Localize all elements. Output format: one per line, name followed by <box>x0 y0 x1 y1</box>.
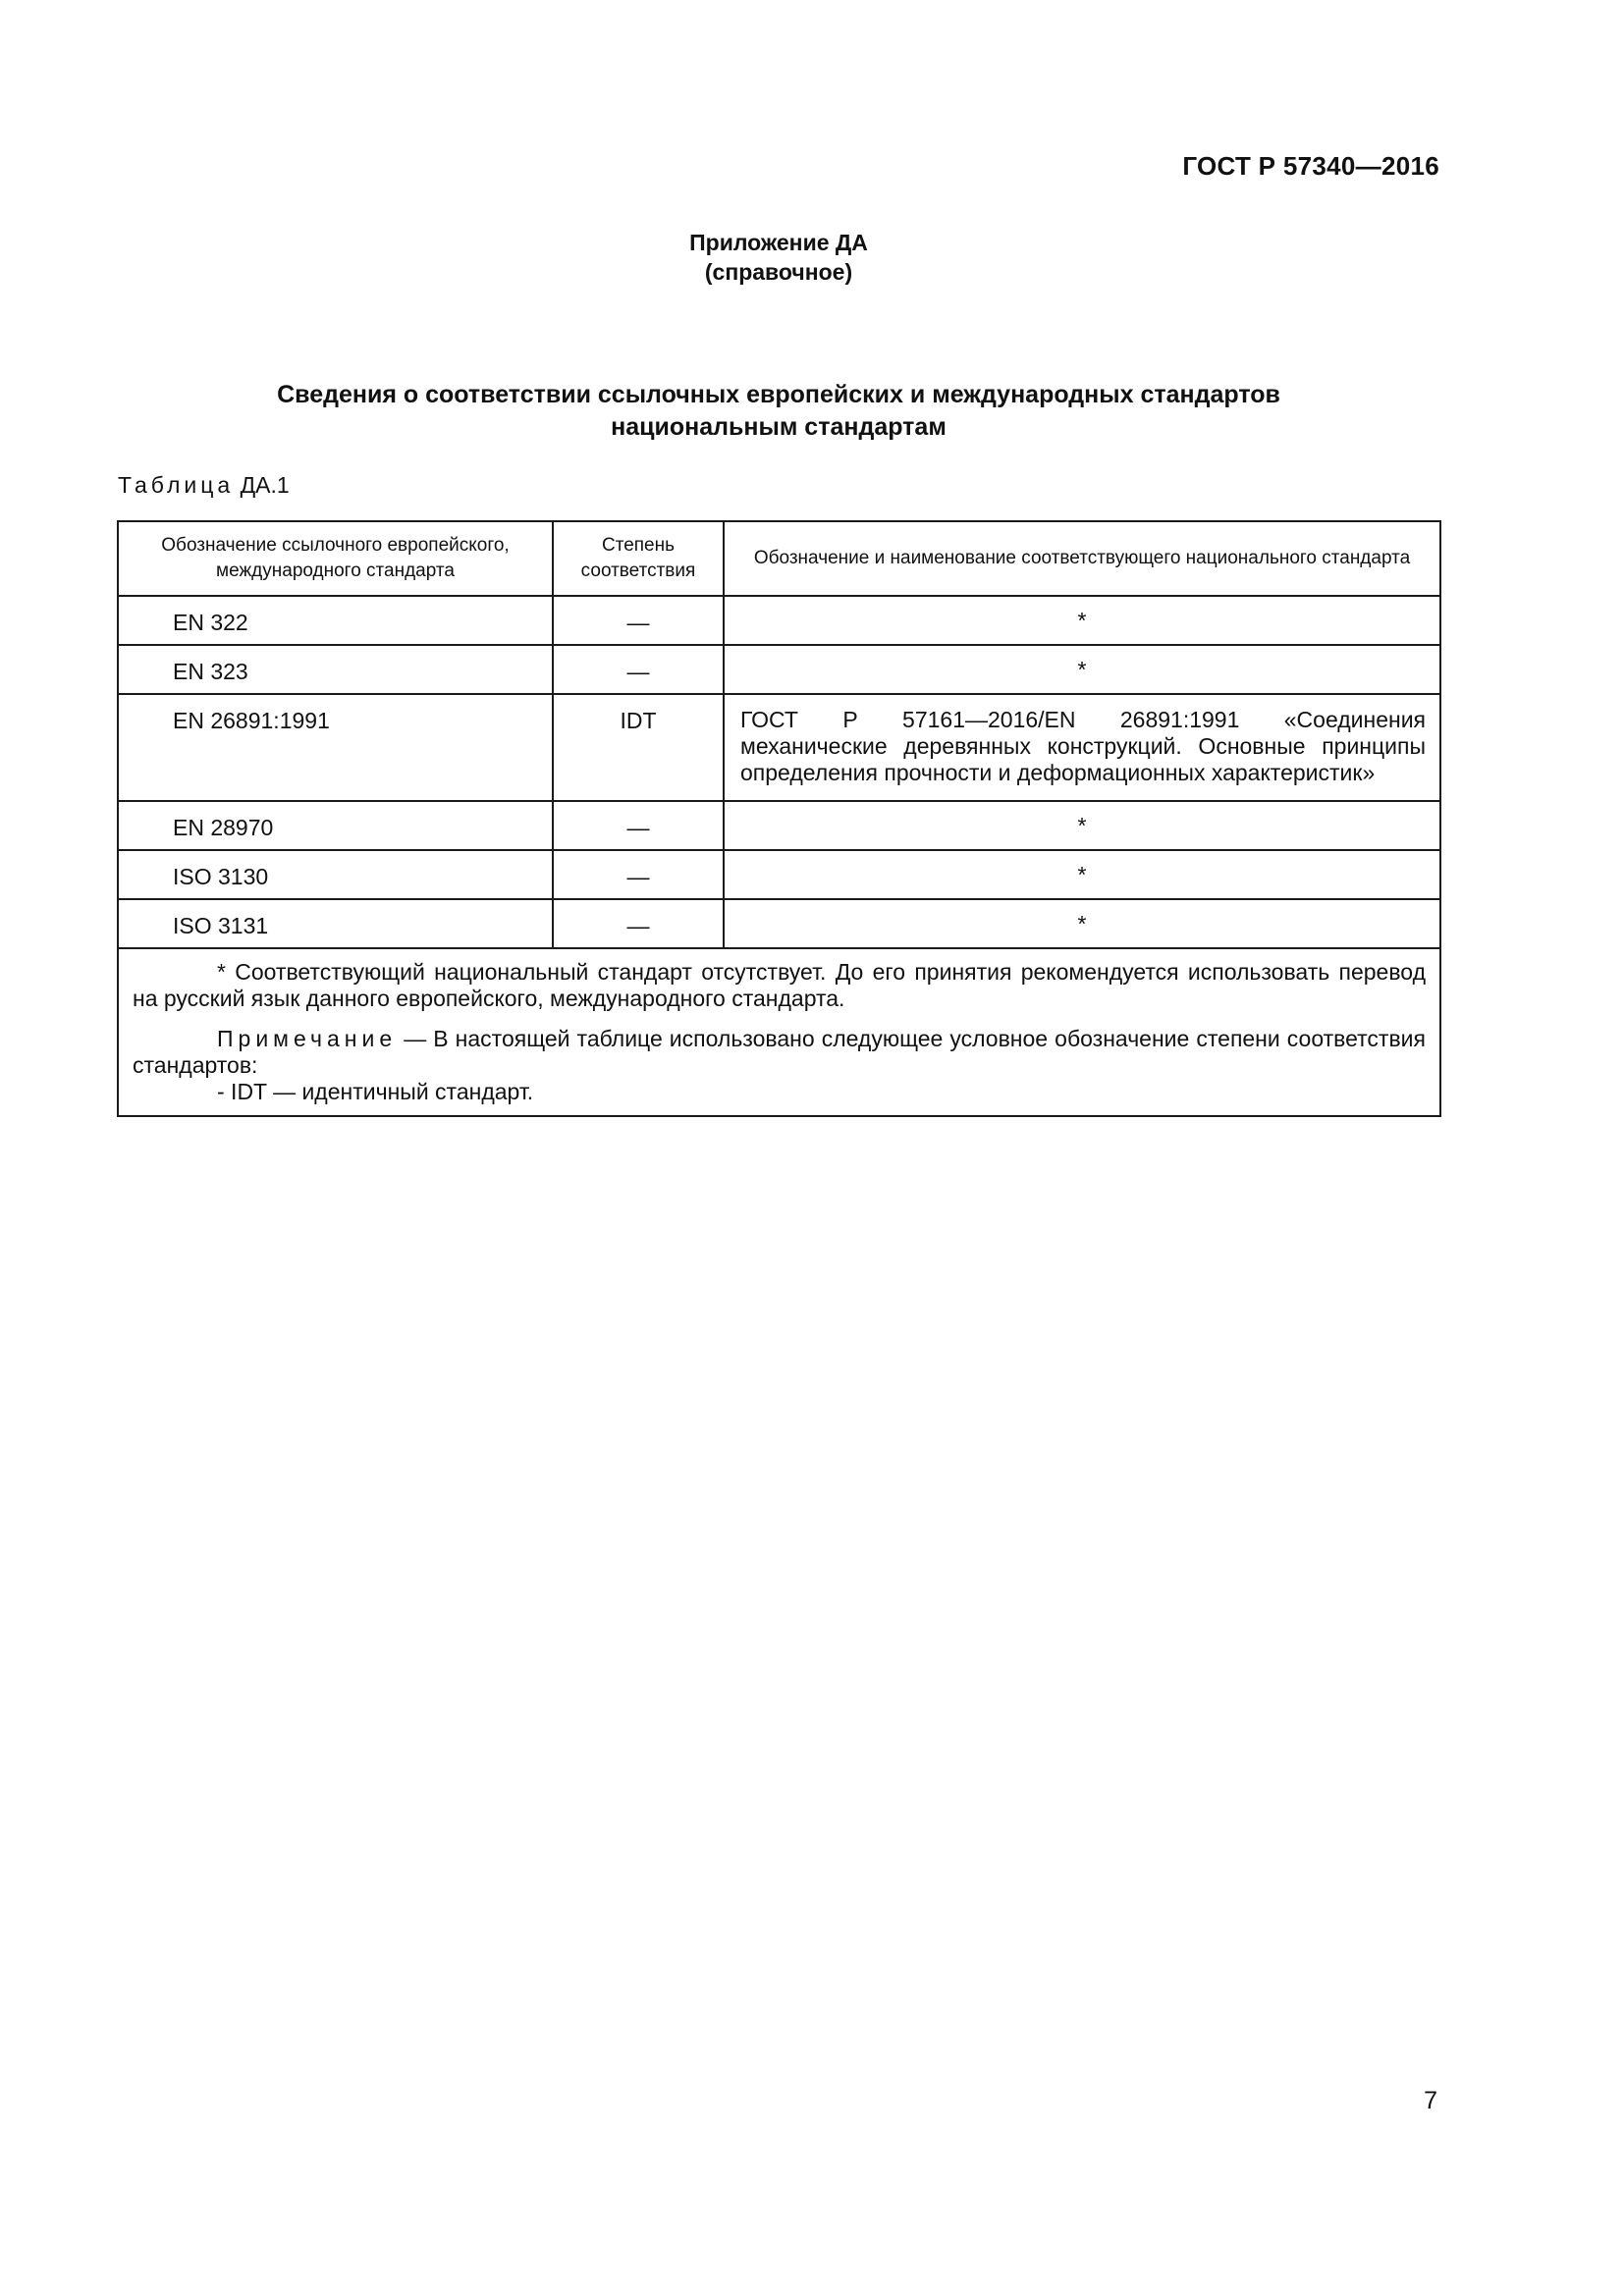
table-notes-row <box>118 948 1440 1116</box>
section-title-line-1: Сведения о соответствии ссылочных европейских и международных стандартов <box>277 381 1280 408</box>
cell-reference-standard: EN 323 <box>118 645 553 694</box>
cell-national-standard: * <box>724 801 1440 850</box>
cell-national-standard: * <box>724 850 1440 899</box>
cell-national-standard: ГОСТ Р 57161—2016/EN 26891:1991 «Соединения механические деревянных конструкций. Основные принципы определения прочности и деформационных характеристик» <box>724 694 1440 801</box>
cell-degree: — <box>553 801 724 850</box>
table-caption <box>118 472 290 499</box>
cell-degree: — <box>553 645 724 694</box>
table-row <box>118 645 1440 694</box>
appendix-type: (справочное) <box>704 259 853 285</box>
table-footnote: * Соответствующий национальный стандарт отсутствует. До его принятия рекомендуется использовать перевод на русский язык данного европейского, международного стандарта. <box>133 959 1426 1011</box>
section-title-line-2: национальным стандартам <box>611 413 947 441</box>
section-title <box>0 379 1557 444</box>
note-label: Примечание <box>217 1026 398 1051</box>
table-caption-number: ДА.1 <box>240 472 290 498</box>
cell-reference-standard: ISO 3130 <box>118 850 553 899</box>
cell-national-standard: * <box>724 645 1440 694</box>
header-degree-of-correspondence: Степень соответствия <box>553 521 724 596</box>
note-item-idt: - IDT — идентичный стандарт. <box>217 1079 534 1104</box>
appendix-heading <box>0 228 1557 287</box>
page-number: 7 <box>1424 2087 1437 2114</box>
table-row <box>118 899 1440 948</box>
table-row <box>118 596 1440 645</box>
cell-degree: — <box>553 850 724 899</box>
table-note <box>133 1026 1426 1079</box>
table-header-row <box>118 521 1440 596</box>
header-reference-standard: Обозначение ссылочного европейского, международного стандарта <box>118 521 553 596</box>
correspondence-table <box>117 520 1441 1117</box>
table-notes-cell <box>118 948 1440 1116</box>
cell-reference-standard: EN 322 <box>118 596 553 645</box>
table-row <box>118 694 1440 801</box>
note-spacer <box>133 1012 1426 1026</box>
cell-reference-standard: EN 26891:1991 <box>118 694 553 801</box>
header-national-standard: Обозначение и наименование соответствующего национального стандарта <box>724 521 1440 596</box>
table-row <box>118 801 1440 850</box>
note-text: — В настоящей таблице использовано следующее условное обозначение степени соответствия стандартов: <box>133 1026 1426 1078</box>
cell-degree: — <box>553 899 724 948</box>
appendix-title: Приложение ДА <box>689 230 868 255</box>
table-caption-label: Таблица <box>118 472 235 498</box>
cell-degree: IDT <box>553 694 724 801</box>
cell-reference-standard: EN 28970 <box>118 801 553 850</box>
cell-national-standard: * <box>724 596 1440 645</box>
cell-national-standard: * <box>724 899 1440 948</box>
table-row <box>118 850 1440 899</box>
cell-reference-standard: ISO 3131 <box>118 899 553 948</box>
correspondence-table-container <box>117 520 1441 1117</box>
cell-degree: — <box>553 596 724 645</box>
document-code: ГОСТ Р 57340—2016 <box>1182 151 1439 181</box>
